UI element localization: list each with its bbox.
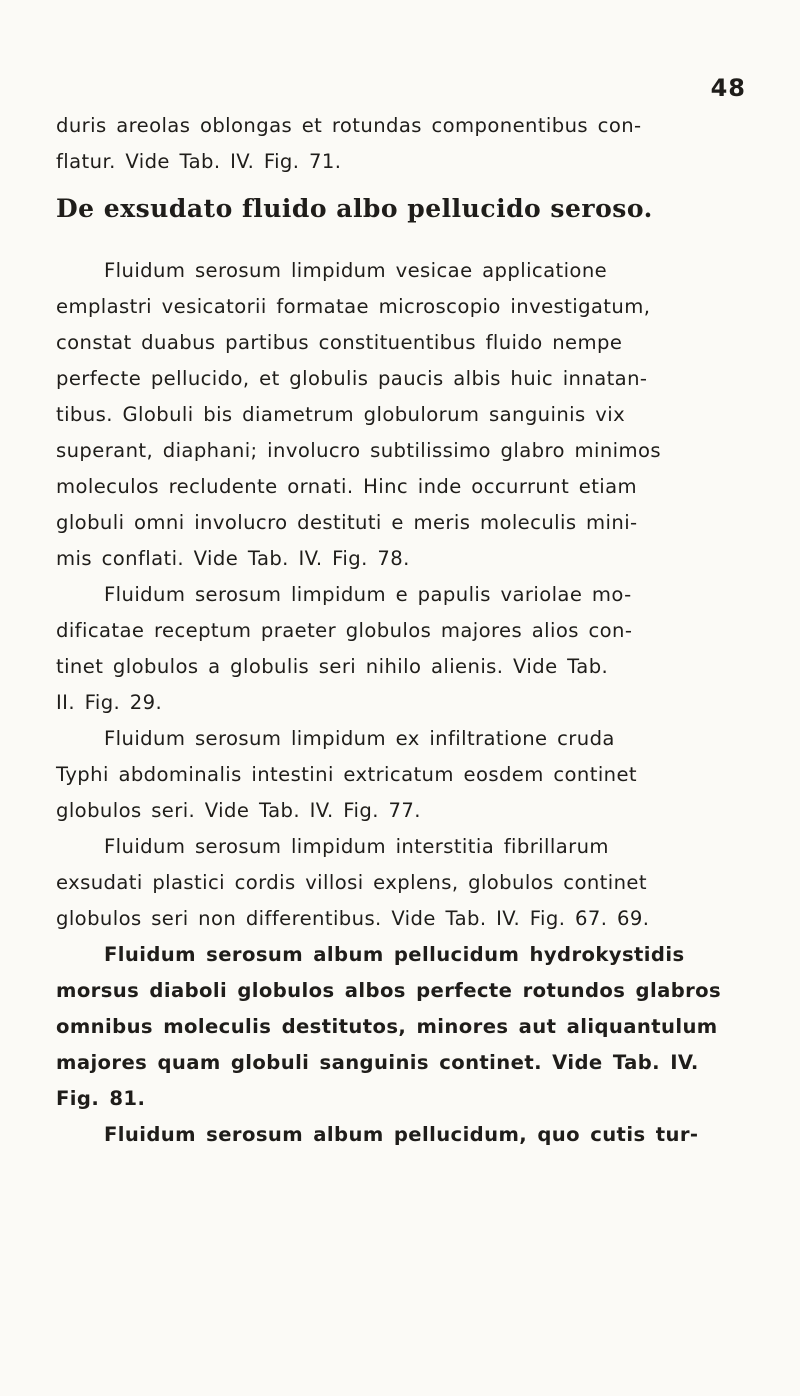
page-number: 48 bbox=[710, 74, 746, 102]
text-line: globuli omni involucro destituti e meris moleculis mini- bbox=[56, 511, 638, 534]
text-line: tibus. Globuli bis diametrum globulorum sanguinis vix bbox=[56, 403, 626, 426]
paragraph-6 bbox=[56, 1117, 750, 1153]
paragraph-3 bbox=[56, 721, 750, 829]
text-line: omnibus moleculis destitutos, minores aut aliquantulum bbox=[56, 1015, 718, 1038]
text-line: Fluidum serosum album pellucidum hydrokystidis bbox=[104, 943, 685, 966]
section-heading: De exsudato fluido albo pellucido seroso. bbox=[56, 194, 653, 223]
paragraph-2 bbox=[56, 577, 750, 721]
paragraph-4 bbox=[56, 829, 750, 937]
text-line: morsus diaboli globulos albos perfecte rotundos glabros bbox=[56, 979, 722, 1002]
text-line: dificatae receptum praeter globulos majores alios con- bbox=[56, 619, 633, 642]
text-line: Fluidum serosum limpidum vesicae applicatione bbox=[104, 259, 608, 282]
text-line: exsudati plastici cordis villosi explens, globulos continet bbox=[56, 871, 647, 894]
text-line: Fluidum serosum limpidum e papulis variolae mo- bbox=[104, 583, 632, 606]
paragraph-5 bbox=[56, 937, 750, 1117]
intro-text bbox=[56, 108, 750, 180]
text-line: Fluidum serosum limpidum interstitia fibrillarum bbox=[104, 835, 609, 858]
text-line: emplastri vesicatorii formatae microscopio investigatum, bbox=[56, 295, 651, 318]
text-line: globulos seri. Vide Tab. IV. Fig. 77. bbox=[56, 799, 421, 822]
text-line: Fluidum serosum limpidum ex infiltratione cruda bbox=[104, 727, 615, 750]
text-line: duris areolas oblongas et rotundas componentibus con- bbox=[56, 114, 642, 137]
paragraph-1 bbox=[56, 253, 750, 577]
text-line: Typhi abdominalis intestini extricatum eosdem continet bbox=[56, 763, 638, 786]
text-line: globulos seri non differentibus. Vide Tab. IV. Fig. 67. 69. bbox=[56, 907, 650, 930]
text-line: flatur. Vide Tab. IV. Fig. 71. bbox=[56, 150, 342, 173]
text-line: majores quam globuli sanguinis continet. Vide Tab. IV. bbox=[56, 1051, 699, 1074]
text-line: moleculos recludente ornati. Hinc inde occurrunt etiam bbox=[56, 475, 638, 498]
text-line: perfecte pellucido, et globulis paucis albis huic innatan- bbox=[56, 367, 648, 390]
text-line: Fig. 81. bbox=[56, 1087, 146, 1110]
text-line: II. Fig. 29. bbox=[56, 691, 163, 714]
text-line: superant, diaphani; involucro subtilissimo glabro minimos bbox=[56, 439, 661, 462]
text-line: tinet globulos a globulis seri nihilo alienis. Vide Tab. bbox=[56, 655, 609, 678]
text-line: constat duabus partibus constituentibus fluido nempe bbox=[56, 331, 623, 354]
text-line: mis conflati. Vide Tab. IV. Fig. 78. bbox=[56, 547, 410, 570]
text-line: Fluidum serosum album pellucidum, quo cutis tur- bbox=[104, 1123, 699, 1146]
